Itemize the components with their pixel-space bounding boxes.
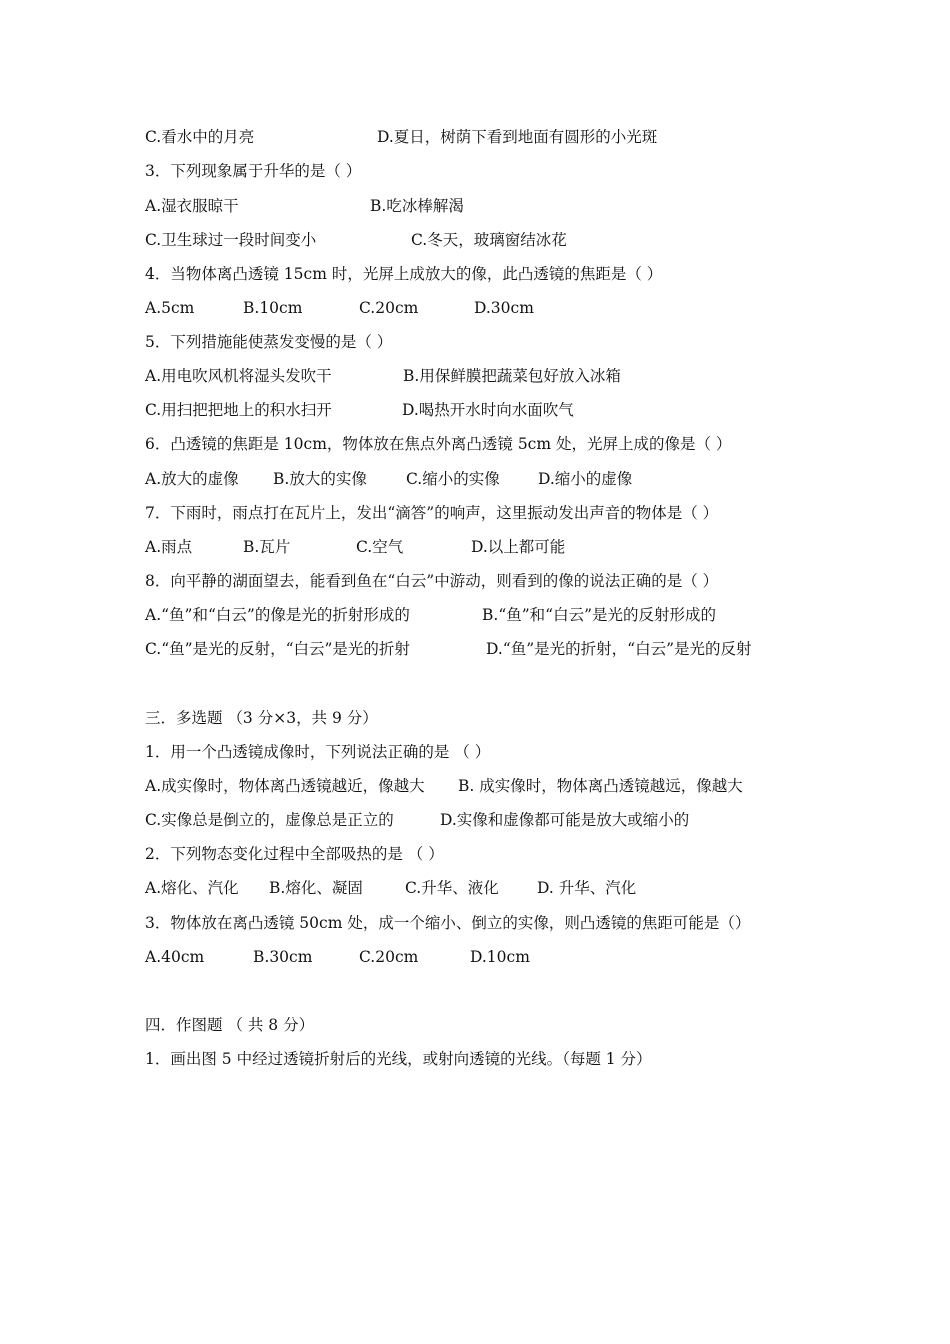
option-row <box>145 537 825 557</box>
question-5: 5．下列措施能使蒸发变慢的是（ ） <box>145 333 393 351</box>
option-d: D.“鱼”是光的折射，“白云”是光的反射 <box>486 640 752 658</box>
option-a: A.40cm <box>145 948 205 966</box>
option-c: C.空气 <box>356 538 404 556</box>
option-row <box>145 605 825 625</box>
option-a: A.5cm <box>145 299 195 317</box>
option-b: B.用保鲜膜把蔬菜包好放入冰箱 <box>403 367 621 385</box>
option-d: D.10cm <box>470 948 530 966</box>
option-c: C.20cm <box>359 948 419 966</box>
option-row <box>145 196 825 216</box>
option-d: D.缩小的虚像 <box>538 470 633 488</box>
option-c: C.“鱼”是光的反射，“白云”是光的折射 <box>145 640 410 658</box>
option-row <box>145 947 825 967</box>
question-8: 8．向平静的湖面望去，能看到鱼在“白云”中游动，则看到的像的说法正确的是（ ） <box>145 572 719 590</box>
option-a: A.湿衣服晾干 <box>145 197 239 215</box>
option-c: C.20cm <box>359 299 419 317</box>
option-c: C.看水中的月亮 <box>145 128 255 146</box>
option-a: A.成实像时，物体离凸透镜越近，像越大 <box>145 777 425 795</box>
option-d: D.喝热开水时向水面吹气 <box>402 401 574 419</box>
option-d: D. 升华、汽化 <box>537 879 637 897</box>
option-row <box>145 298 825 318</box>
option-a: A.用电吹风机将湿头发吹干 <box>145 367 332 385</box>
option-b: B. 成实像时，物体离凸透镜越远，像越大 <box>458 777 743 795</box>
option-b: B.熔化、凝固 <box>269 879 363 897</box>
question-7: 7．下雨时，雨点打在瓦片上，发出“滴答”的响声，这里振动发出声音的物体是（ ） <box>145 504 719 522</box>
question-2: 2．下列物态变化过程中全部吸热的是 （ ） <box>145 845 444 863</box>
option-a: A.熔化、汽化 <box>145 879 239 897</box>
question-3: 3．下列现象属于升华的是（ ） <box>145 162 362 180</box>
option-row <box>145 469 825 489</box>
option-c: C.实像总是倒立的，虚像总是正立的 <box>145 811 394 829</box>
question-4: 4．当物体离凸透镜 15cm 时，光屏上成放大的像，此凸透镜的焦距是（ ） <box>145 265 663 283</box>
option-a: A.“鱼”和“白云”的像是光的折射形成的 <box>145 606 410 624</box>
option-row <box>145 230 825 250</box>
option-c: C.缩小的实像 <box>406 470 500 488</box>
question-6: 6．凸透镜的焦距是 10cm，物体放在焦点外离凸透镜 5cm 处，光屏上成的像是（ ） <box>145 435 732 453</box>
question-1: 1．画出图 5 中经过透镜折射后的光线，或射向透镜的光线。（每题 1 分） <box>145 1050 652 1068</box>
option-c: C.卫生球过一段时间变小 <box>145 231 317 249</box>
section-heading-multi-choice: 三．多选题 （3 分×3，共 9 分） <box>145 709 378 727</box>
option-row <box>145 878 825 898</box>
option-d: D.30cm <box>474 299 534 317</box>
option-d: D.实像和虚像都可能是放大或缩小的 <box>440 811 690 829</box>
option-b: B.放大的实像 <box>273 470 367 488</box>
option-b: B.吃冰棒解渴 <box>370 197 464 215</box>
option-a: A.放大的虚像 <box>145 470 239 488</box>
question-1: 1．用一个凸透镜成像时，下列说法正确的是 （ ） <box>145 743 491 761</box>
option-c: C.升华、液化 <box>405 879 499 897</box>
option-c-2: C.冬天，玻璃窗结冰花 <box>411 231 567 249</box>
option-a: A.雨点 <box>145 538 193 556</box>
option-row <box>145 127 825 147</box>
option-b: B.30cm <box>253 948 313 966</box>
option-row <box>145 810 825 830</box>
option-row <box>145 776 825 796</box>
option-row <box>145 366 825 386</box>
option-d: D.以上都可能 <box>471 538 566 556</box>
section-heading-drawing: 四．作图题 （ 共 8 分） <box>145 1016 315 1034</box>
option-b: B.瓦片 <box>243 538 291 556</box>
option-d: D.夏日，树荫下看到地面有圆形的小光斑 <box>377 128 658 146</box>
option-row <box>145 400 825 420</box>
option-c: C.用扫把把地上的积水扫开 <box>145 401 332 419</box>
option-row <box>145 639 825 659</box>
option-b: B.10cm <box>243 299 303 317</box>
option-b: B.“鱼”和“白云”是光的反射形成的 <box>482 606 717 624</box>
question-3: 3．物体放在离凸透镜 50cm 处，成一个缩小、倒立的实像，则凸透镜的焦距可能是（） <box>145 914 751 932</box>
